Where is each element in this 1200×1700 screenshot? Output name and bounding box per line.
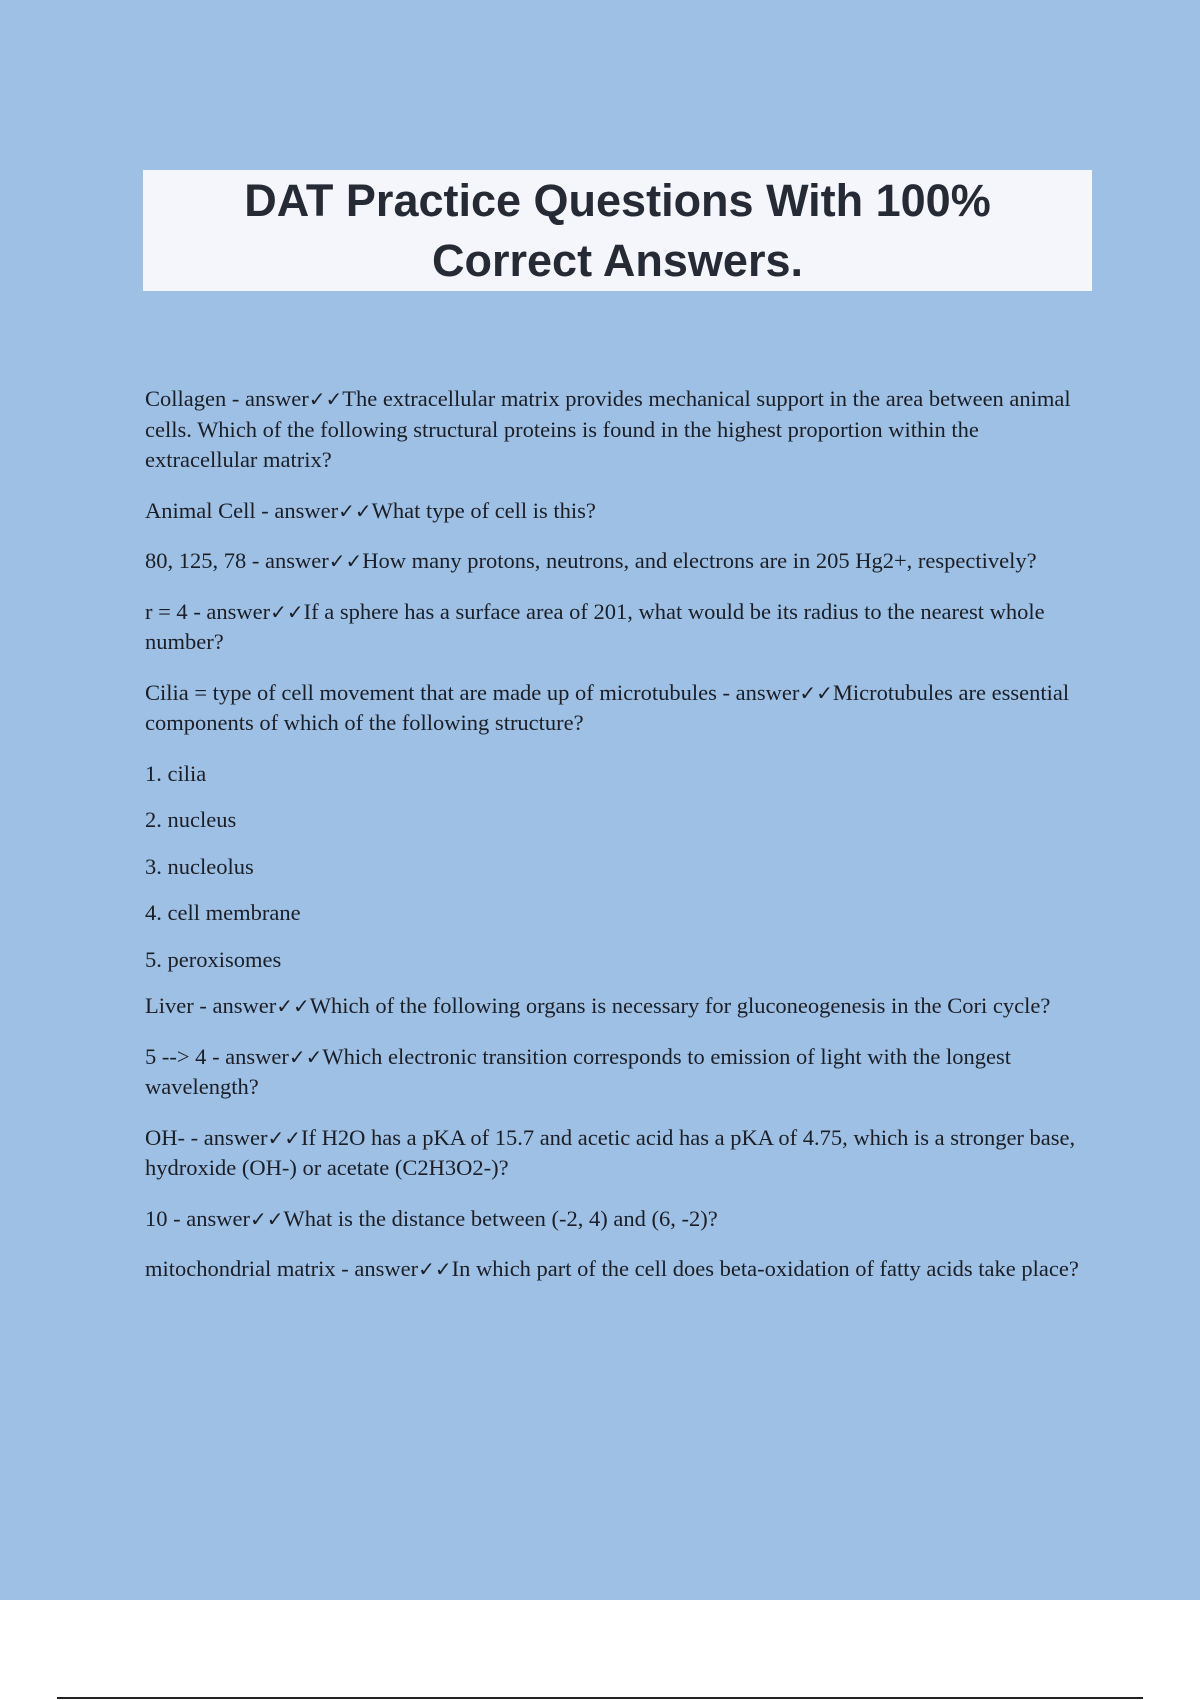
answer-separator: - answer — [206, 1043, 289, 1069]
footer-divider — [57, 1697, 1143, 1699]
answer-text: 10 — [145, 1205, 168, 1231]
option-item: 1. cilia — [145, 760, 207, 786]
checkmark-icon: ✓✓ — [799, 680, 833, 705]
answer-text: 5 --> 4 — [145, 1043, 207, 1069]
question-text: The extracellular matrix provides mechanical support in the area between animal cells. Which of the following structural proteins is found in the highest proportion within the extracellular matrix? — [145, 386, 1071, 472]
question-text: In which part of the cell does beta-oxidation of fatty acids take place? — [451, 1256, 1079, 1281]
title-line-2: Correct Answers. — [432, 234, 803, 286]
question-text: If a sphere has a surface area of 201, what would be its radius to the nearest whole number? — [145, 598, 1045, 654]
question-text: Which of the following organs is necessary for gluconeogenesis in the Cori cycle? — [309, 993, 1051, 1018]
checkmark-icon: ✓✓ — [338, 498, 372, 523]
qa-item-liver — [145, 991, 1087, 1022]
answer-separator: - answer — [187, 598, 271, 624]
title-box — [143, 170, 1092, 291]
checkmark-icon: ✓✓ — [267, 1125, 301, 1150]
qa-item-stronger-base — [145, 1123, 1087, 1184]
answer-separator: - answer — [246, 548, 329, 573]
answer-text: Animal Cell — [145, 497, 256, 523]
answer-separator: - answer — [167, 1205, 250, 1231]
qa-item-electronic-transition — [145, 1042, 1087, 1103]
question-text: What is the distance between (-2, 4) and (6, -2)? — [283, 1205, 718, 1231]
qa-item-distance — [145, 1204, 1087, 1235]
checkmark-icon: ✓✓ — [249, 1206, 284, 1231]
answer-separator: - answer — [185, 1124, 268, 1150]
question-text: How many protons, neutrons, and electrons are in 205 Hg2+, respectively? — [362, 548, 1037, 573]
checkmark-icon: ✓✓ — [328, 549, 363, 573]
qa-item-sphere-radius — [145, 597, 1087, 658]
answer-text: Cilia = type of cell movement that are made up of microtubules — [145, 679, 717, 705]
checkmark-icon: ✓✓ — [308, 387, 343, 411]
answer-text: Collagen — [145, 386, 227, 411]
answer-text: mitochondrial matrix — [145, 1256, 336, 1281]
qa-item-beta-oxidation — [145, 1254, 1087, 1285]
answer-text: OH- — [145, 1124, 185, 1150]
checkmark-icon: ✓✓ — [418, 1257, 452, 1281]
qa-item-hg-particles — [145, 546, 1087, 577]
answer-separator: - answer — [193, 993, 277, 1018]
answer-text: 80, 125, 78 — [145, 548, 247, 573]
option-item: 5. peroxisomes — [145, 946, 282, 972]
title-line-1: DAT Practice Questions With 100% — [244, 174, 991, 226]
checkmark-icon: ✓✓ — [270, 599, 304, 624]
option-item: 3. nucleolus — [145, 853, 254, 879]
question-text: Which electronic transition corresponds to emission of light with the longest wavelength? — [145, 1043, 1012, 1099]
question-text: What type of cell is this? — [371, 497, 596, 523]
qa-item-animal-cell — [145, 496, 1087, 527]
answer-separator: - answer — [226, 386, 309, 411]
option-item: 2. nucleus — [145, 807, 237, 832]
question-text: Microtubules are essential components of which of the following structure? — [145, 679, 1070, 735]
answer-text: Liver — [145, 993, 194, 1018]
qa-item-cilia — [145, 678, 1087, 739]
question-text: If H2O has a pKA of 15.7 and acetic acid has a pKA of 4.75, which is a stronger base, hydroxide (OH-) or acetate (C2H3O2-)? — [145, 1124, 1076, 1180]
qa-item-collagen — [145, 384, 1087, 476]
document-title — [244, 171, 990, 291]
checkmark-icon: ✓✓ — [288, 1044, 323, 1069]
option-item: 4. cell membrane — [145, 900, 301, 925]
answer-separator: - answer — [716, 679, 800, 705]
answer-text: r = 4 — [145, 598, 188, 624]
answer-separator: - answer — [255, 497, 339, 523]
checkmark-icon: ✓✓ — [276, 994, 310, 1018]
answer-separator: - answer — [335, 1256, 419, 1281]
qa-content — [145, 384, 1087, 1305]
